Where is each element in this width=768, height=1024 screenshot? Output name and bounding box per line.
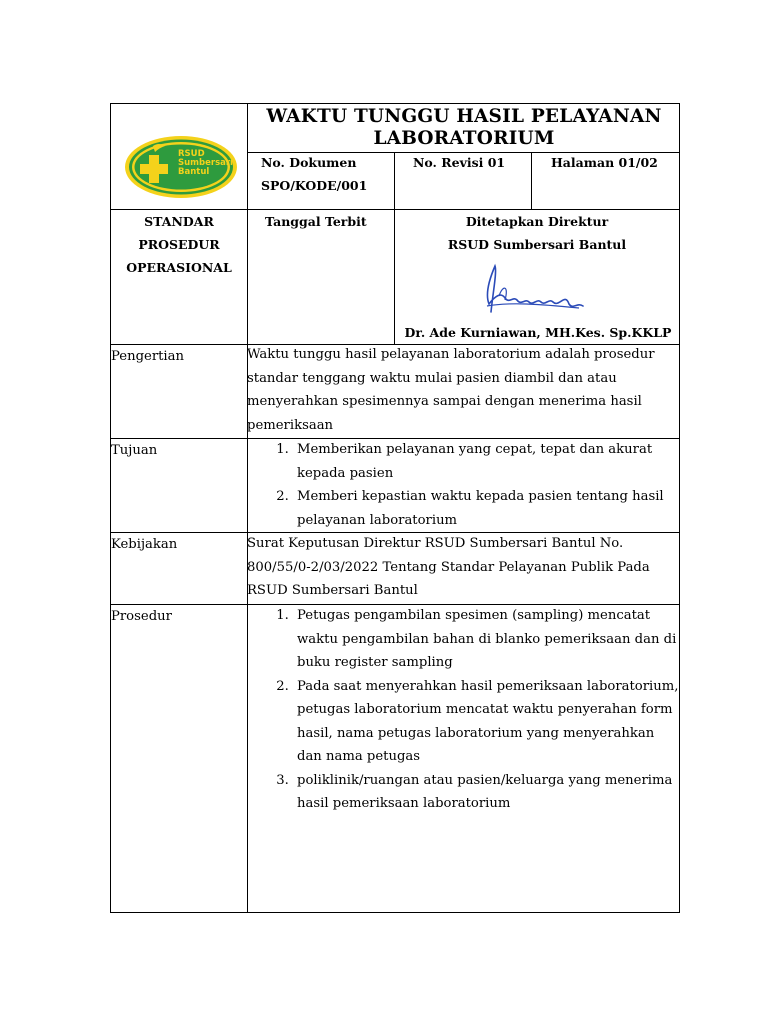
approval-text: RSUD Sumbersari Bantul	[447, 237, 627, 252]
tujuan-label: Tujuan	[111, 443, 158, 458]
list-item: 2. Memberi kepastian waktu kepada pasien tentang hasil pelayanan laboratorium	[293, 485, 679, 532]
sop-document	[110, 103, 680, 913]
doc-number-label: No. Dokumen	[261, 155, 357, 170]
sop-label	[111, 210, 247, 279]
doc-number-value: SPO/KODE/001	[261, 178, 368, 193]
page-cell	[551, 151, 679, 174]
kebijakan-label: Kebijakan	[111, 537, 178, 552]
signature-icon	[479, 262, 599, 322]
approval-text: Ditetapkan Direktur	[465, 214, 609, 229]
list-item: 1. Memberikan pelayanan yang cepat, tepat dan akurat kepada pasien	[293, 438, 679, 485]
approval-block	[395, 210, 679, 256]
logo-text: Sumbersari	[178, 158, 233, 168]
sop-text: PROSEDUR	[138, 237, 220, 252]
signatory-name: Dr. Ade Kurniawan, MH.Kes. Sp.KKLP	[404, 325, 672, 340]
page-value: Halaman 01/02	[551, 155, 658, 170]
logo-text: Bantul	[178, 167, 210, 177]
pengertian-text: Waktu tunggu hasil pelayanan laboratorium adalah prosedur standar tenggang waktu mulai pasien diambil dan atau menyerahkan spesimennya sampai dengan menerima hasil pemeriksaan	[247, 347, 655, 433]
divider	[531, 152, 532, 209]
sop-text: OPERASIONAL	[126, 260, 232, 275]
revision-cell	[413, 151, 531, 174]
kebijakan-text: Surat Keputusan Direktur RSUD Sumbersari Bantul No. 800/55/0-2/03/2022 Tentang Standar Pelayanan Publik Pada RSUD Sumbersari Bantul	[247, 536, 650, 598]
director-signature	[479, 262, 599, 322]
prosedur-label: Prosedur	[111, 609, 172, 624]
list-item: 2. Pada saat menyerahkan hasil pemeriksaan laboratorium, petugas laboratorium mencatat waktu penyerahan form hasil, nama petugas laboratorium yang menyerahkan dan nama petugas	[293, 675, 679, 769]
prosedur-list	[247, 604, 679, 816]
list-item: 3. poliklinik/ruangan atau pasien/keluarga yang menerima hasil pemeriksaan laboratorium	[293, 769, 679, 816]
page-title: WAKTU TUNGGU HASIL PELAYANAN LABORATORIUM	[266, 106, 662, 149]
revision-value: No. Revisi 01	[413, 155, 506, 170]
issue-date-label: Tanggal Terbit	[265, 214, 367, 229]
list-item: 1. Petugas pengambilan spesimen (sampling) mencatat waktu pengambilan bahan di blanko pemeriksaan dan di buku register sampling	[293, 604, 679, 675]
tujuan-list	[247, 438, 679, 532]
sop-text: STANDAR	[144, 214, 214, 229]
pengertian-label: Pengertian	[111, 349, 185, 364]
logo-text: RSUD	[178, 149, 205, 159]
hospital-logo	[123, 134, 239, 200]
doc-number-cell	[261, 151, 391, 197]
